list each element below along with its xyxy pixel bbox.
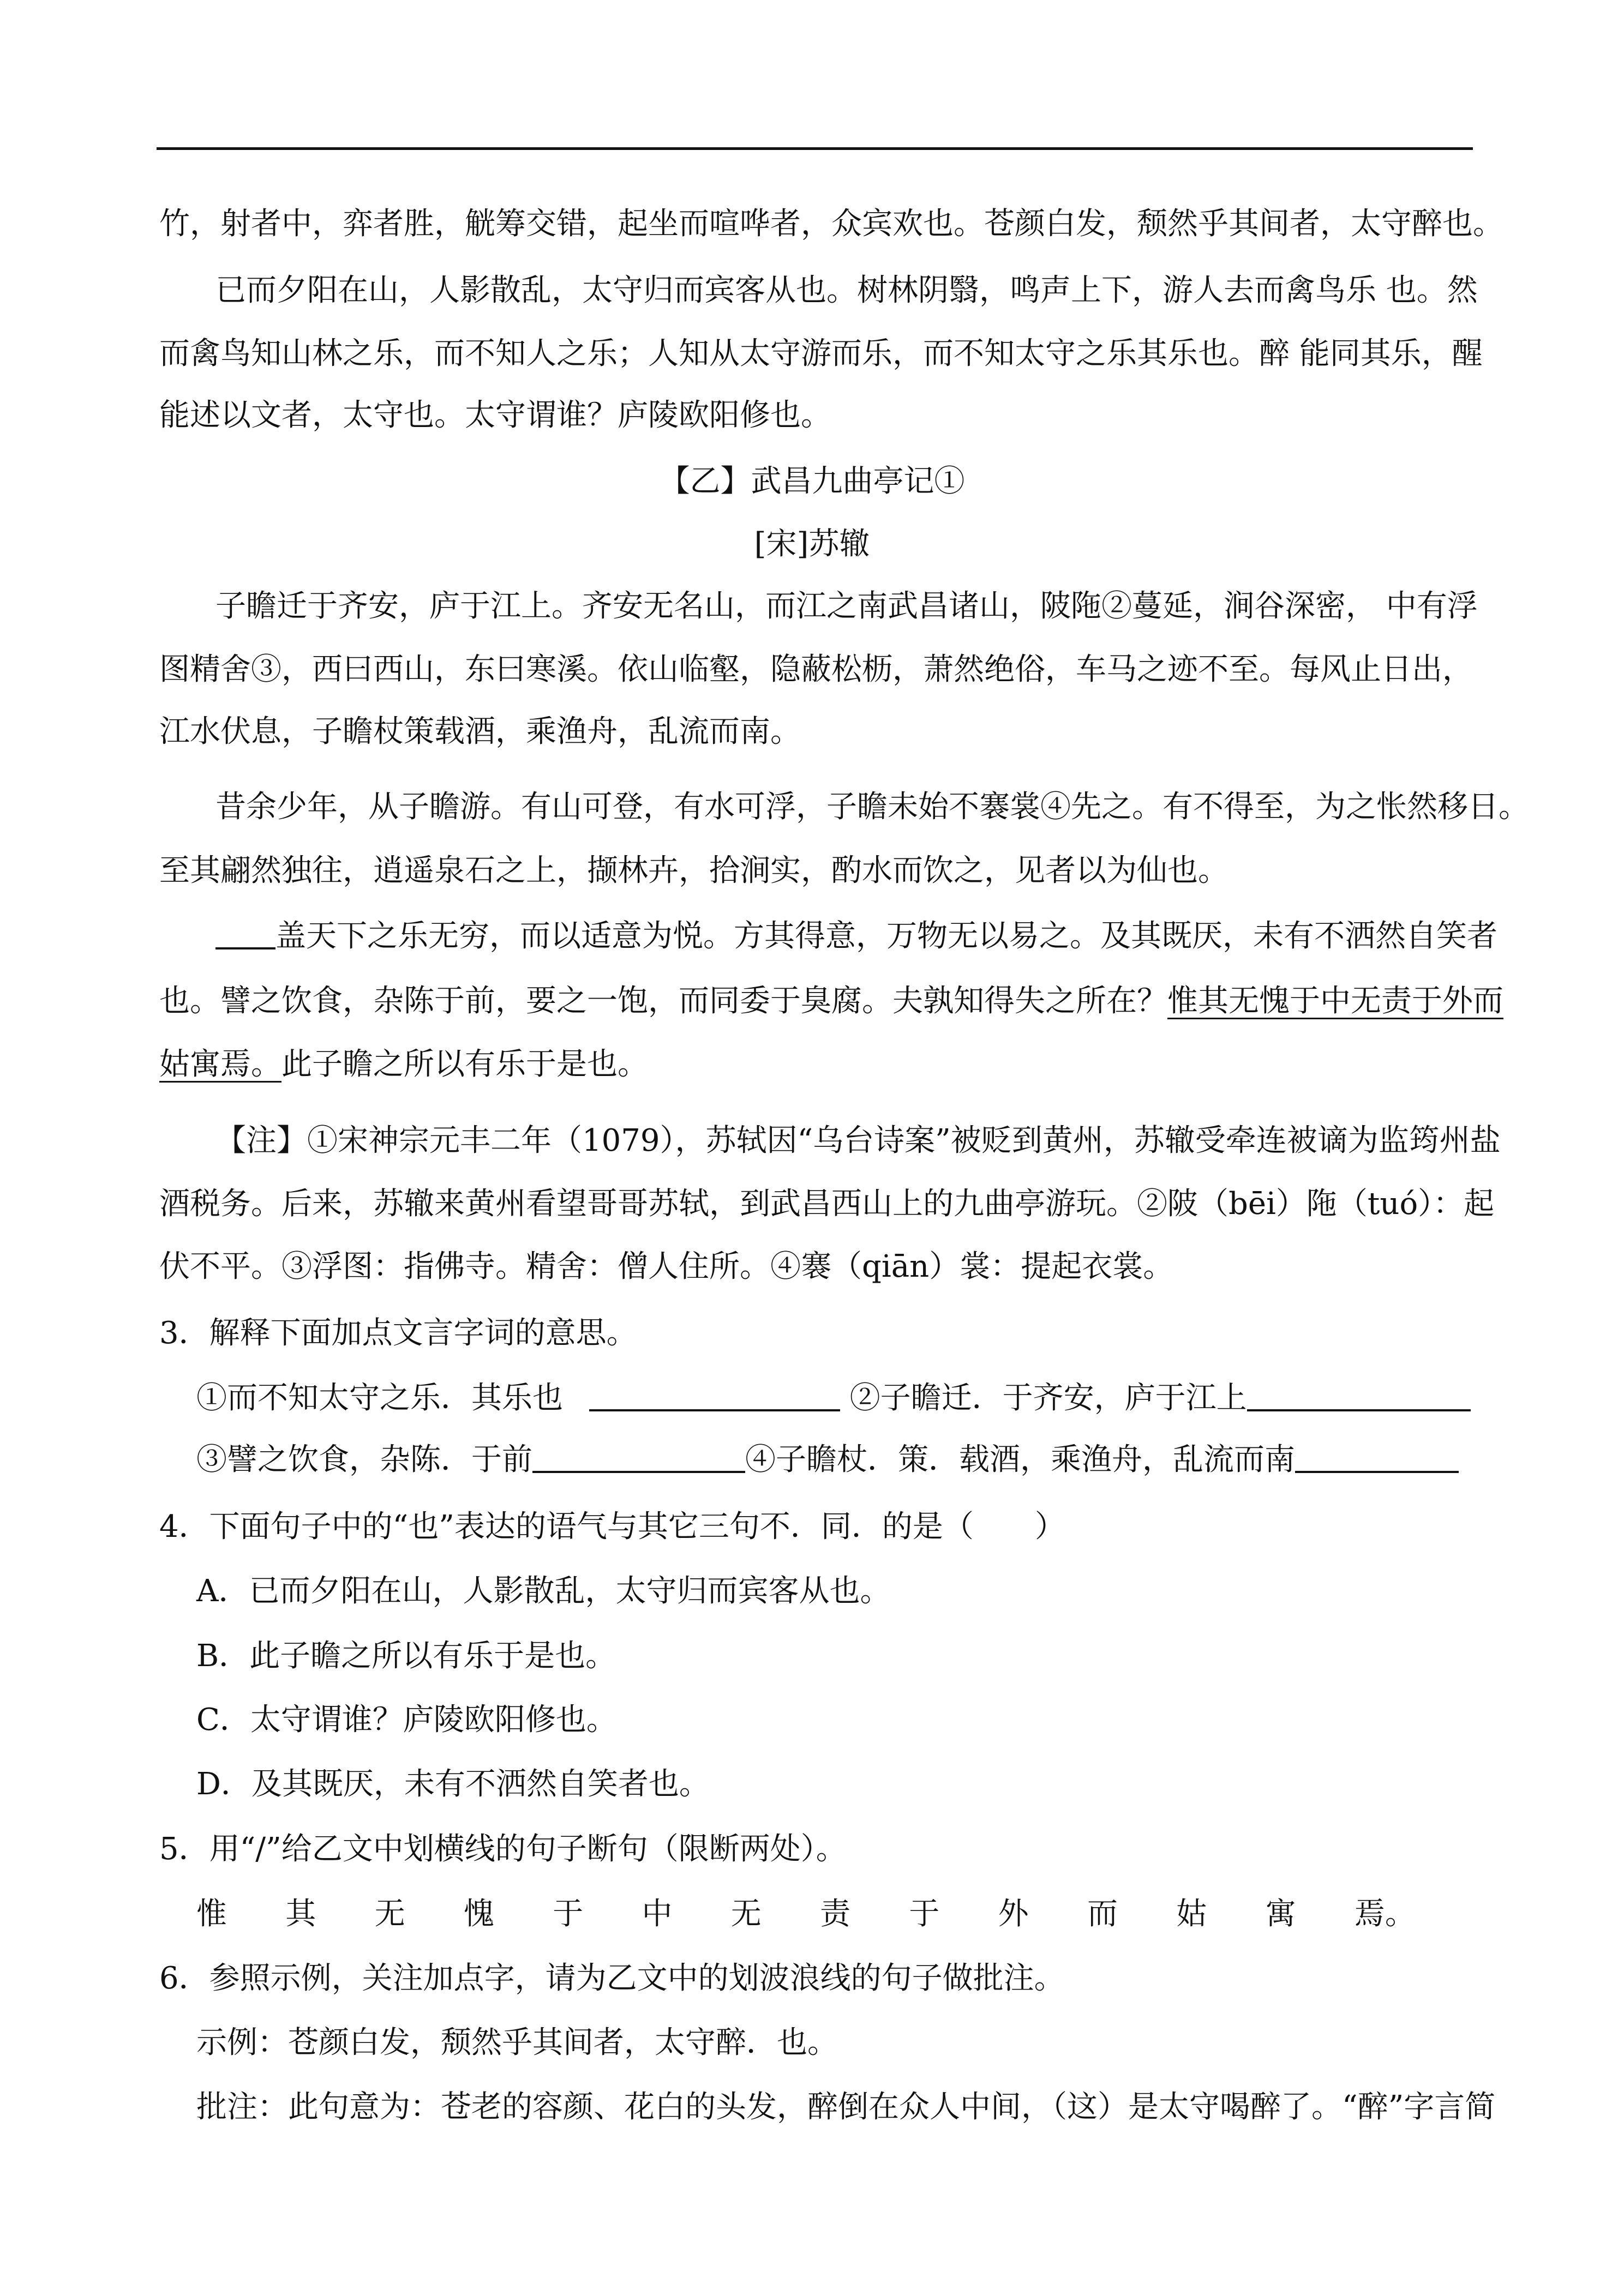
yi-paragraph-3-line-2-text: 也。譬之饮食，杂陈于前，要之一饱，而同委于臭腐。夫孰知得失之所在？ bbox=[159, 983, 1167, 1019]
jia-paragraph-2-line-1: 已而夕阳在山，人影散乱，太守归而宾客从也。树林阴翳，鸣声上下，游人去而禽鸟乐 也。然 bbox=[215, 273, 1478, 308]
question-5-stem: 5．用“/”给乙文中划横线的句子断句（限断两处）。 bbox=[159, 1831, 847, 1867]
notes-line-2: 酒税务。后来，苏辙来黄州看望哥哥苏轼，到武昌西山上的九曲亭游玩。②陂（bēi）陁（tuó）：起 bbox=[159, 1186, 1495, 1222]
yi-paragraph-1-line-3: 江水伏息，子瞻杖策载酒，乘渔舟，乱流而南。 bbox=[159, 714, 801, 749]
answer-blank-3[interactable] bbox=[532, 1440, 745, 1473]
sentence-char[interactable]: 于 bbox=[553, 1896, 584, 1932]
sentence-char[interactable]: 其 bbox=[285, 1896, 316, 1932]
yi-paragraph-2-line-1: 昔余少年，从子瞻游。有山可登，有水可浮，子瞻未始不褰裳④先之。有不得至，为之怅然移日。 bbox=[215, 789, 1529, 825]
answer-blank-2[interactable] bbox=[1247, 1379, 1471, 1411]
yi-paragraph-3-line-2 bbox=[159, 979, 1503, 1023]
question-3-item-1: ①而不知太守之乐．其乐也 bbox=[196, 1380, 563, 1416]
jia-paragraph-1: 竹，射者中，弈者胜，觥筹交错，起坐而喧哗者，众宾欢也。苍颜白发，颓然乎其间者，太守醉也。 bbox=[159, 206, 1503, 242]
yi-paragraph-1-line-2: 图精舍③，西曰西山，东曰寒溪。依山临壑，隐蔽松枥，萧然绝俗，车马之迹不至。每风止日出， bbox=[159, 652, 1473, 687]
notes-line-1: 【注】①宋神宗元丰二年（1079），苏轼因“乌台诗案”被贬到黄州，苏辙受牵连被谪为监筠州盐 bbox=[215, 1123, 1501, 1158]
sentence-char[interactable]: 焉。 bbox=[1354, 1896, 1416, 1932]
sentence-char[interactable]: 于 bbox=[909, 1896, 940, 1932]
jia-paragraph-2-line-3: 能述以文者，太守也。太守谓谁？庐陵欧阳修也。 bbox=[159, 398, 831, 433]
question-4-option-b[interactable]: B．此子瞻之所以有乐于是也。 bbox=[196, 1638, 616, 1674]
question-3-row-2 bbox=[196, 1438, 1517, 1482]
sentence-char[interactable]: 外 bbox=[998, 1896, 1029, 1932]
yi-paragraph-3-line-1 bbox=[215, 915, 1497, 958]
underlined-sentence-part-1: 惟其无愧于中无责于外而 bbox=[1167, 983, 1503, 1019]
underlined-sentence-part-2: 姑寓焉。 bbox=[159, 1047, 281, 1082]
question-4-stem: 4．下面句子中的“也”表达的语气与其它三句不．同．的是（ ） bbox=[159, 1509, 1065, 1544]
header-rule bbox=[157, 147, 1473, 150]
sentence-char[interactable]: 无 bbox=[730, 1896, 762, 1932]
sentence-char[interactable]: 姑 bbox=[1176, 1896, 1207, 1932]
sentence-char[interactable]: 愧 bbox=[463, 1896, 494, 1932]
sentence-char[interactable]: 责 bbox=[820, 1896, 851, 1932]
question-3-item-2: ②子瞻迁．于齐安，庐于江上 bbox=[849, 1380, 1247, 1416]
jia-paragraph-2-line-2: 而禽鸟知山林之乐，而不知人之乐；人知从太守游而乐，而不知太守之乐其乐也。醉 能同其乐，醒 bbox=[159, 336, 1483, 371]
question-4-option-a[interactable]: A．已而夕阳在山，人影散乱，太守归而宾客从也。 bbox=[196, 1573, 891, 1609]
question-5-sentence bbox=[196, 1892, 1416, 1936]
question-3-item-3: ③譬之饮食，杂陈．于前 bbox=[196, 1442, 532, 1477]
answer-blank-4[interactable] bbox=[1295, 1440, 1459, 1473]
question-4-option-c[interactable]: C．太守谓谁？庐陵欧阳修也。 bbox=[196, 1702, 617, 1738]
question-4-option-d[interactable]: D．及其既厌，未有不洒然自笑者也。 bbox=[196, 1766, 710, 1802]
yi-paragraph-3-line-3 bbox=[159, 1043, 1479, 1086]
question-6-annotation: 批注：此句意为：苍老的容颜、花白的头发，醉倒在众人中间，（这）是太守喝醉了。“醉”字言简 bbox=[196, 2089, 1496, 2125]
question-6-example: 示例：苍颜白发，颓然乎其间者，太守醉．也。 bbox=[196, 2025, 838, 2060]
sentence-char[interactable]: 无 bbox=[374, 1896, 405, 1932]
yi-paragraph-1-line-1: 子瞻迁于齐安，庐于江上。齐安无名山，而江之南武昌诸山，陂陁②蔓延，涧谷深密， 中有浮 bbox=[215, 588, 1478, 624]
yi-paragraph-3-line-3-text: 此子瞻之所以有乐于是也。 bbox=[281, 1047, 648, 1082]
sentence-char[interactable]: 惟 bbox=[196, 1896, 227, 1932]
yi-author: [宋]苏辙 bbox=[754, 526, 870, 562]
sentence-char[interactable]: 中 bbox=[642, 1896, 673, 1932]
sentence-char[interactable]: 寓 bbox=[1265, 1896, 1296, 1932]
notes-line-3: 伏不平。③浮图：指佛寺。精舍：僧人住所。④褰（qiān）裳：提起衣裳。 bbox=[159, 1249, 1174, 1284]
answer-blank-1[interactable] bbox=[589, 1379, 840, 1411]
sentence-char[interactable]: 而 bbox=[1087, 1896, 1118, 1932]
yi-paragraph-2-line-2: 至其翩然独往，逍遥泉石之上，撷林卉，拾涧实，酌水而饮之，见者以为仙也。 bbox=[159, 853, 1229, 888]
question-6-stem: 6．参照示例，关注加点字，请为乙文中的划波浪线的句子做批注。 bbox=[159, 1961, 1065, 1996]
question-3-stem: 3．解释下面加点文言字词的意思。 bbox=[159, 1315, 637, 1351]
fill-blank[interactable] bbox=[215, 917, 275, 949]
yi-title: 【乙】武昌九曲亭记① bbox=[659, 464, 965, 499]
yi-paragraph-3-line-1-text: 盖天下之乐无穷，而以适意为悦。方其得意，万物无以易之。及其既厌，未有不洒然自笑者 bbox=[275, 918, 1497, 954]
question-3-row-1 bbox=[196, 1377, 1517, 1420]
question-3-item-4: ④子瞻杖．策．载酒，乘渔舟，乱流而南 bbox=[745, 1442, 1295, 1477]
